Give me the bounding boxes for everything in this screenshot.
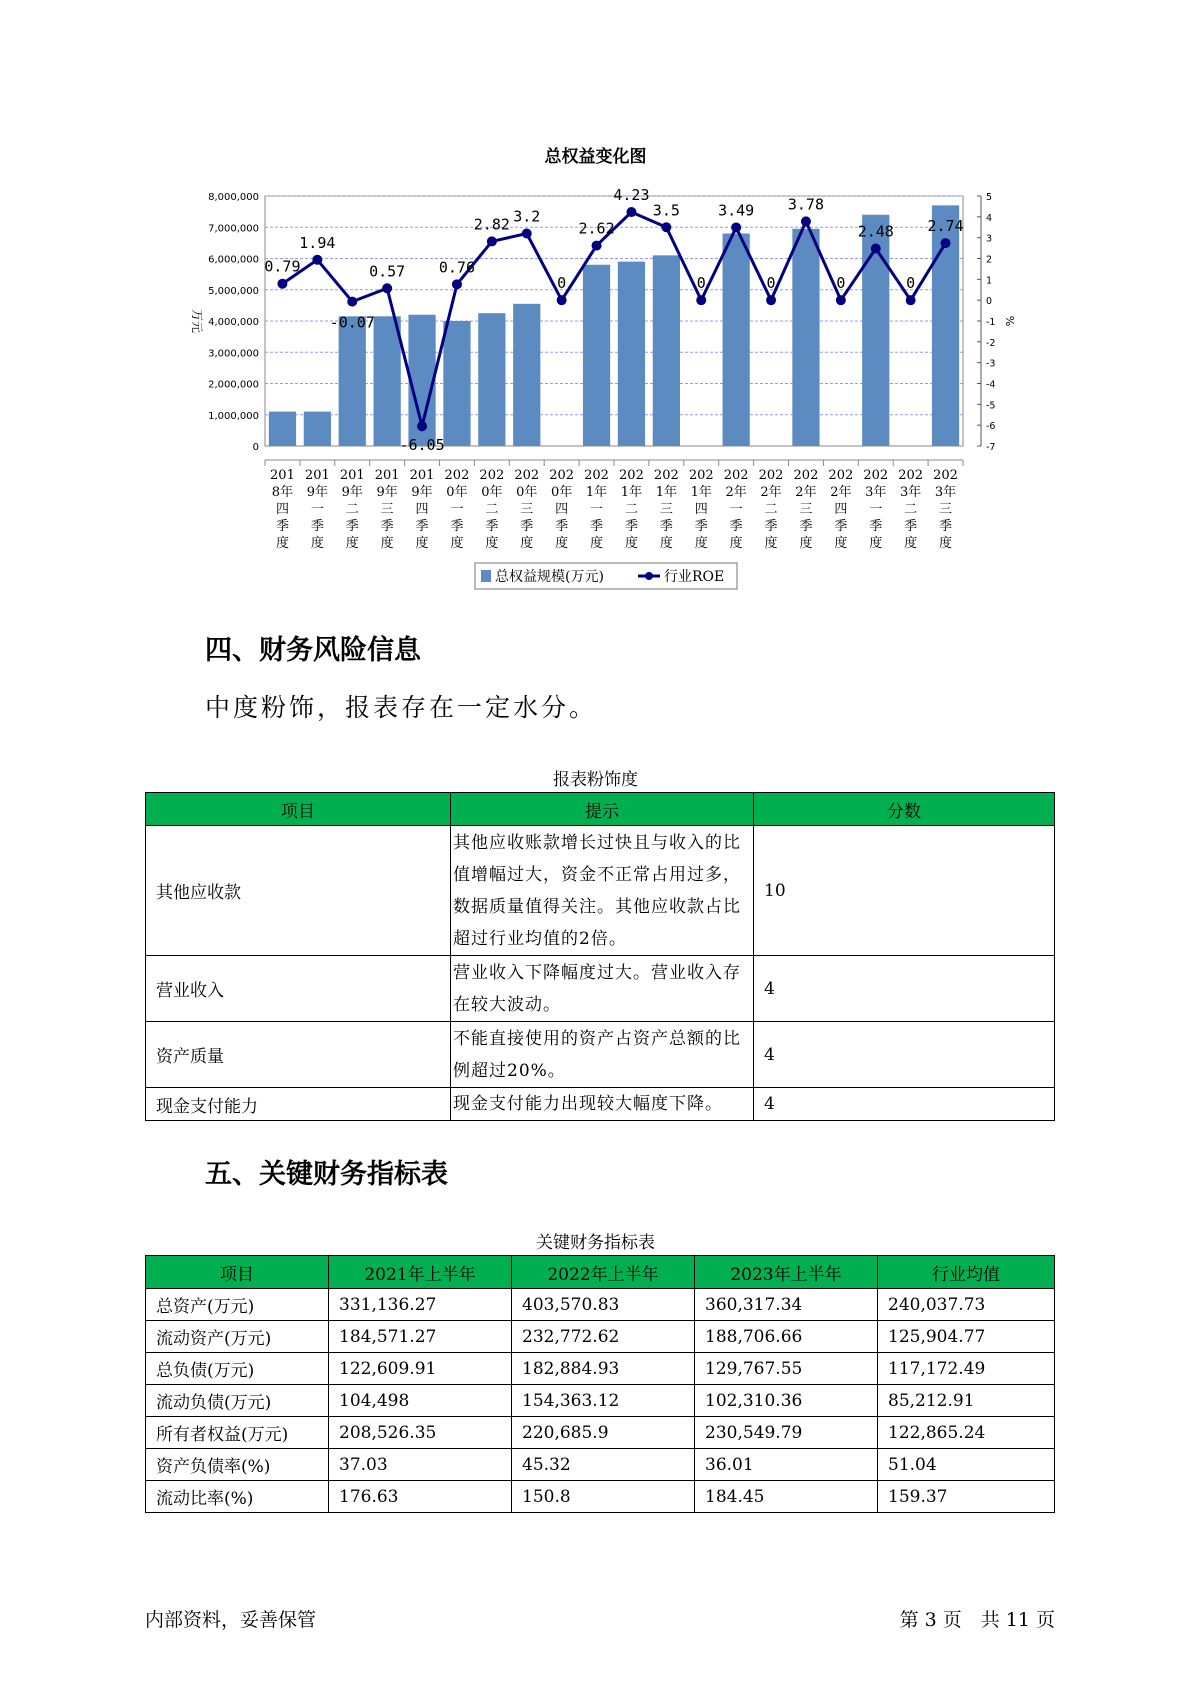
x-tick-label: 季 (555, 519, 569, 534)
x-tick-label: 度 (450, 536, 464, 551)
header-2022h1: 2022年上半年 (512, 1256, 695, 1289)
roe-point (557, 295, 567, 305)
roe-data-label: 4.23 (613, 186, 650, 205)
roe-data-label: 3.5 (652, 201, 680, 220)
y-tick-left: 5,000,000 (208, 285, 259, 297)
x-tick-label: 季 (345, 519, 359, 534)
y-axis-title-right: % (1003, 315, 1016, 327)
roe-data-label: -6.05 (399, 436, 445, 455)
row-score: 10 (754, 826, 1055, 956)
x-tick-label: 0年 (446, 485, 468, 500)
roe-point (487, 236, 497, 246)
row-item: 营业收入 (146, 956, 451, 1022)
x-tick-label: 二 (624, 502, 638, 517)
roe-data-label: 3.49 (718, 201, 755, 220)
row-value: 37.03 (329, 1449, 512, 1481)
row-value: 220,685.9 (512, 1417, 695, 1449)
roe-data-label: 0 (906, 274, 916, 293)
bar (443, 321, 470, 446)
x-tick-label: 季 (590, 519, 604, 534)
row-value: 331,136.27 (329, 1289, 512, 1321)
y-tick-right: -7 (986, 442, 996, 453)
roe-point (836, 295, 846, 305)
x-tick-label: 度 (590, 536, 604, 551)
row-label: 资产负债率(%) (146, 1449, 329, 1481)
row-value: 45.32 (512, 1449, 695, 1481)
row-value: 403,570.83 (512, 1289, 695, 1321)
x-tick-label: 201 (339, 468, 365, 483)
x-tick-label: 202 (793, 468, 819, 483)
row-value: 230,549.79 (695, 1417, 878, 1449)
roe-point (906, 295, 916, 305)
roe-point (312, 255, 322, 265)
x-tick-label: 一 (310, 502, 324, 517)
row-value: 36.01 (695, 1449, 878, 1481)
x-tick-label: 度 (799, 536, 813, 551)
y-tick-right: 3 (986, 233, 993, 245)
row-value: 85,212.91 (878, 1385, 1055, 1417)
header-2023h1: 2023年上半年 (695, 1256, 878, 1289)
bar (723, 234, 750, 447)
row-score: 4 (754, 1022, 1055, 1088)
x-tick-label: 一 (590, 502, 604, 517)
y-tick-right: 4 (986, 212, 993, 224)
x-tick-label: 2年 (725, 485, 747, 500)
roe-data-label: 0 (836, 274, 846, 293)
x-tick-label: 度 (729, 536, 743, 551)
bar (653, 255, 680, 446)
row-item: 其他应收款 (146, 826, 451, 956)
x-tick-label: 度 (869, 536, 883, 551)
x-tick-label: 201 (374, 468, 400, 483)
x-tick-label: 度 (275, 536, 289, 551)
x-tick-label: 度 (415, 536, 429, 551)
y-tick-right: -3 (986, 358, 996, 370)
bar (792, 229, 819, 446)
y-tick-right: -4 (986, 379, 996, 391)
x-tick-label: 2年 (830, 485, 852, 500)
roe-point (277, 279, 287, 289)
roe-point (731, 222, 741, 232)
footer-page-number: 第 3 页 共 11 页 (899, 1609, 1055, 1631)
row-value: 184.45 (695, 1481, 878, 1513)
x-tick-label: 9年 (341, 485, 363, 500)
y-axis-title-left: 万元 (190, 308, 204, 334)
x-tick-label: 1年 (690, 485, 712, 500)
row-tip: 不能直接使用的资产占资产总额的比例超过20%。 (451, 1022, 754, 1088)
table-row (146, 1088, 1055, 1121)
row-value: 240,037.73 (878, 1289, 1055, 1321)
x-tick-label: 度 (520, 536, 534, 551)
y-tick-right: -2 (986, 337, 996, 349)
x-tick-label: 季 (869, 519, 883, 534)
bar (339, 316, 366, 446)
roe-point (766, 295, 776, 305)
x-tick-label: 度 (764, 536, 778, 551)
x-tick-label: 9年 (306, 485, 328, 500)
roe-data-label: 0.76 (438, 258, 476, 277)
header-item: 项目 (146, 793, 451, 826)
roe-point (382, 283, 392, 293)
x-tick-label: 四 (275, 502, 289, 517)
key-metrics-table (145, 1255, 1055, 1513)
roe-point (626, 207, 636, 217)
x-tick-label: 度 (939, 536, 953, 551)
x-tick-label: 季 (659, 519, 673, 534)
x-tick-label: 度 (624, 536, 638, 551)
row-value: 117,172.49 (878, 1353, 1055, 1385)
x-tick-label: 二 (764, 502, 778, 517)
y-tick-right: -1 (986, 317, 996, 328)
roe-point (871, 244, 881, 254)
x-tick-label: 202 (898, 468, 924, 483)
equity-chart (0, 0, 1191, 600)
x-tick-label: 季 (485, 519, 499, 534)
table-row (146, 956, 1055, 1022)
roe-data-label: 2.48 (857, 222, 894, 241)
x-tick-label: 季 (415, 519, 429, 534)
x-tick-label: 202 (479, 468, 505, 483)
row-label: 流动资产(万元) (146, 1321, 329, 1353)
x-tick-label: 0年 (551, 485, 573, 500)
table-row (146, 1385, 1055, 1417)
x-tick-label: 202 (584, 468, 609, 483)
roe-data-label: 0.57 (369, 262, 406, 281)
roe-data-label: 0.79 (264, 257, 301, 276)
x-tick-label: 1年 (620, 485, 643, 500)
x-tick-label: 三 (380, 502, 394, 517)
y-tick-left: 8,000,000 (208, 192, 259, 203)
y-tick-right: 0 (986, 296, 993, 308)
x-tick-label: 季 (764, 519, 778, 534)
roe-point (941, 238, 951, 248)
roe-data-label: 2.74 (927, 217, 964, 236)
x-tick-label: 度 (904, 536, 918, 551)
row-value: 51.04 (878, 1449, 1055, 1481)
row-value: 122,865.24 (878, 1417, 1055, 1449)
x-tick-label: 季 (939, 519, 953, 534)
x-tick-label: 四 (834, 502, 848, 517)
section4-heading: 四、财务风险信息 (205, 635, 421, 666)
roe-point (452, 279, 462, 289)
y-tick-left: 3,000,000 (208, 348, 259, 360)
x-tick-label: 202 (758, 468, 784, 483)
x-tick-label: 3年 (900, 485, 922, 500)
header-2021h1: 2021年上半年 (329, 1256, 512, 1289)
bar (618, 262, 645, 446)
x-tick-label: 9年 (411, 485, 433, 500)
x-tick-label: 四 (555, 502, 569, 517)
row-value: 360,317.34 (695, 1289, 878, 1321)
x-tick-label: 202 (688, 468, 714, 483)
x-tick-label: 二 (485, 502, 499, 517)
row-label: 总负债(万元) (146, 1353, 329, 1385)
header-industry-avg: 行业均值 (878, 1256, 1055, 1289)
y-tick-right: 1 (986, 275, 993, 287)
chart-title: 总权益变化图 (544, 147, 647, 167)
roe-data-label: 3.78 (787, 195, 825, 214)
table-row (146, 1481, 1055, 1513)
bar (304, 412, 331, 446)
table-row (146, 1321, 1055, 1353)
roe-point (592, 241, 602, 251)
bar (374, 316, 401, 446)
x-tick-label: 二 (345, 502, 359, 517)
x-tick-label: 季 (799, 519, 813, 534)
x-tick-label: 度 (345, 536, 359, 551)
y-tick-left: 2,000,000 (208, 379, 259, 391)
bar (513, 304, 540, 446)
y-tick-right: -5 (986, 400, 996, 412)
x-tick-label: 202 (549, 468, 575, 483)
y-tick-left: 7,000,000 (208, 223, 259, 235)
y-tick-left: 6,000,000 (208, 254, 259, 266)
x-tick-label: 度 (310, 536, 324, 551)
x-tick-label: 季 (729, 519, 743, 534)
legend-line-marker (645, 572, 653, 580)
roe-data-label: 2.62 (578, 219, 615, 238)
row-tip: 其他应收账款增长过快且与收入的比值增幅过大，资金不正常占用过多，数据质量值得关注。其他应收款占比超过行业均值的2倍。 (451, 826, 754, 956)
x-tick-label: 三 (659, 502, 673, 517)
row-value: 176.63 (329, 1481, 512, 1513)
roe-data-label: 0 (696, 274, 706, 293)
x-tick-label: 季 (694, 519, 708, 534)
x-tick-label: 度 (485, 536, 499, 551)
x-tick-label: 二 (904, 502, 918, 517)
section4-summary: 中度粉饰，报表存在一定水分。 (205, 693, 598, 722)
table-row (146, 1289, 1055, 1321)
row-value: 184,571.27 (329, 1321, 512, 1353)
x-tick-label: 201 (409, 468, 435, 483)
y-tick-left: 1,000,000 (208, 410, 259, 422)
x-tick-label: 一 (869, 502, 883, 517)
x-tick-label: 8年 (271, 485, 294, 500)
header-tip: 提示 (451, 793, 754, 826)
roe-point (661, 222, 671, 232)
bar (478, 313, 505, 446)
roe-point (801, 216, 811, 226)
x-tick-label: 三 (520, 502, 534, 517)
row-value: 129,767.55 (695, 1353, 878, 1385)
row-value: 182,884.93 (512, 1353, 695, 1385)
row-value: 102,310.36 (695, 1385, 878, 1417)
x-tick-label: 202 (653, 468, 679, 483)
row-value: 125,904.77 (878, 1321, 1055, 1353)
roe-data-label: 0 (557, 274, 567, 293)
table-row (146, 1022, 1055, 1088)
legend-bar-label: 总权益规模(万元) (495, 569, 604, 585)
table-row (146, 826, 1055, 956)
roe-point (347, 297, 357, 307)
x-tick-label: 度 (694, 536, 708, 551)
x-tick-label: 1年 (585, 485, 608, 500)
x-tick-label: 202 (863, 468, 889, 483)
legend-line-label: 行业ROE (664, 569, 725, 585)
x-tick-label: 度 (380, 536, 394, 551)
x-tick-label: 季 (834, 519, 848, 534)
roe-data-label: 1.94 (299, 233, 336, 252)
x-tick-label: 202 (933, 468, 958, 483)
row-value: 188,706.66 (695, 1321, 878, 1353)
roe-data-label: 2.82 (473, 215, 510, 234)
x-tick-label: 季 (520, 519, 534, 534)
x-tick-label: 季 (624, 519, 638, 534)
x-tick-label: 一 (450, 502, 464, 517)
x-tick-label: 季 (275, 519, 289, 534)
row-value: 159.37 (878, 1481, 1055, 1513)
x-tick-label: 一 (729, 502, 743, 517)
x-tick-label: 季 (380, 519, 394, 534)
table1-caption: 报表粉饰度 (553, 770, 638, 790)
section5-heading: 五、关键财务指标表 (205, 1159, 448, 1190)
bar (583, 265, 610, 446)
x-tick-label: 202 (514, 468, 540, 483)
x-tick-label: 0年 (481, 485, 503, 500)
x-tick-label: 季 (904, 519, 918, 534)
row-item: 现金支付能力 (146, 1088, 451, 1121)
row-tip: 营业收入下降幅度过大。营业收入存在较大波动。 (451, 956, 754, 1022)
x-tick-label: 度 (659, 536, 673, 551)
row-label: 流动比率(%) (146, 1481, 329, 1513)
row-value: 104,498 (329, 1385, 512, 1417)
table-row (146, 1449, 1055, 1481)
bar (269, 412, 296, 446)
x-tick-label: 四 (694, 502, 708, 517)
x-tick-label: 202 (444, 468, 470, 483)
roe-point (417, 421, 427, 431)
row-score: 4 (754, 956, 1055, 1022)
x-tick-label: 201 (304, 468, 330, 483)
roe-data-label: 0 (766, 274, 776, 293)
x-tick-label: 202 (619, 468, 644, 483)
footer-confidential: 内部资料，妥善保管 (145, 1609, 317, 1631)
x-tick-label: 3年 (865, 485, 887, 500)
roe-point (696, 295, 706, 305)
x-tick-label: 2年 (760, 485, 782, 500)
x-tick-label: 202 (828, 468, 854, 483)
table-row (146, 1417, 1055, 1449)
y-tick-right: -6 (986, 421, 996, 433)
row-value: 122,609.91 (329, 1353, 512, 1385)
x-tick-label: 2年 (795, 485, 817, 500)
x-tick-label: 度 (555, 536, 569, 551)
x-tick-label: 季 (450, 519, 464, 534)
roe-data-label: -0.07 (329, 313, 375, 332)
header-score: 分数 (754, 793, 1055, 826)
row-tip: 现金支付能力出现较大幅度下降。 (451, 1088, 754, 1121)
row-score: 4 (754, 1088, 1055, 1121)
header-item: 项目 (146, 1256, 329, 1289)
whitewash-table (145, 792, 1055, 1121)
x-tick-label: 四 (415, 502, 429, 517)
row-value: 232,772.62 (512, 1321, 695, 1353)
row-value: 208,526.35 (329, 1417, 512, 1449)
roe-data-label: 3.2 (513, 207, 541, 226)
row-label: 流动负债(万元) (146, 1385, 329, 1417)
y-tick-left: 0 (252, 442, 259, 453)
x-tick-label: 度 (834, 536, 848, 551)
legend-bar-swatch (481, 570, 491, 582)
table2-caption: 关键财务指标表 (536, 1233, 655, 1253)
table-row (146, 1353, 1055, 1385)
y-tick-right: 5 (986, 192, 993, 203)
y-tick-right: 2 (986, 254, 993, 266)
row-value: 150.8 (512, 1481, 695, 1513)
x-tick-label: 三 (799, 502, 813, 517)
row-label: 所有者权益(万元) (146, 1417, 329, 1449)
row-label: 总资产(万元) (146, 1289, 329, 1321)
x-tick-label: 202 (723, 468, 749, 483)
x-tick-label: 0年 (516, 485, 538, 500)
x-tick-label: 9年 (376, 485, 398, 500)
x-tick-label: 季 (310, 519, 324, 534)
y-tick-left: 4,000,000 (208, 317, 259, 328)
x-tick-label: 三 (939, 502, 953, 517)
x-tick-label: 3年 (934, 485, 957, 500)
roe-point (522, 229, 532, 239)
x-tick-label: 201 (270, 468, 295, 483)
row-value: 154,363.12 (512, 1385, 695, 1417)
row-item: 资产质量 (146, 1022, 451, 1088)
x-tick-label: 1年 (655, 485, 677, 500)
